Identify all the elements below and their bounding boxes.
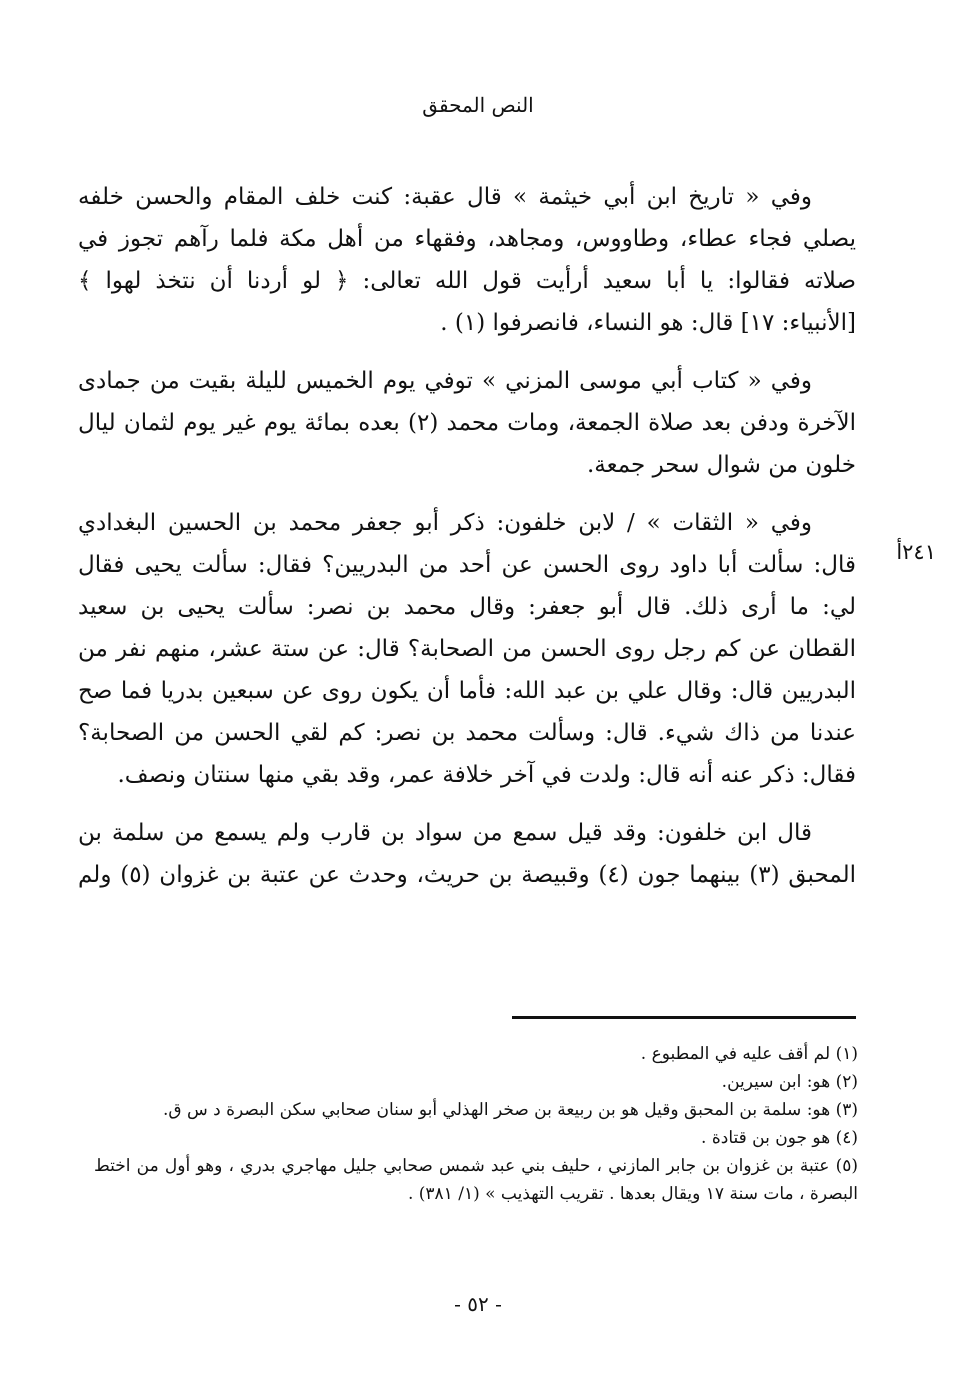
page-number: - ٥٢ - bbox=[454, 1292, 502, 1316]
footnote-3: (٣) هو: سلمة بن المحبق وقيل هو بن ربيعة بن صخر الهذلي أبو سنان صحابي سكن البصرة د س ق. bbox=[163, 1100, 858, 1120]
text-line: لي: ما أرى ذلك. قال أبو جعفر: وقال محمد بن نصر: سألت يحيى بن سعيد bbox=[78, 594, 856, 620]
paragraph-abu-musa-al-muzani bbox=[78, 360, 856, 486]
text-line: فقال: ذكر عنه أنه قال: ولدت في آخر خلافة عمر، وقد بقي منها سنتان ونصف. bbox=[117, 762, 856, 788]
text-line: يصلي فجاء عطاء، وطاووس، ومجاهد، وفقهاء من أهل مكة فلما رآهم تجوز في bbox=[78, 226, 856, 252]
text-line: عندنا من ذاك شيء. قال: وسألت محمد بن نصر: كم لقي الحسن من الصحابة؟ bbox=[78, 720, 856, 746]
text-line: وفي « الثقات » / لابن خلفون: ذكر أبو جعفر محمد بن الحسين البغدادي bbox=[78, 510, 812, 536]
paragraph-al-thiqat bbox=[78, 502, 856, 796]
footnote-4: (٤) هو جون بن قتادة . bbox=[701, 1128, 858, 1148]
text-line: القطان عن كم رجل روى الحسن من الصحابة؟ قال: عن ستة عشر، منهم نفر من bbox=[78, 636, 856, 662]
text-line: قال ابن خلفون: وقد قيل سمع من سواد بن قارب ولم يسمع من سلمة بن bbox=[78, 820, 813, 846]
manuscript-folio-note: ٢٤١أ bbox=[896, 540, 936, 564]
text-line: صلاته فقالوا: يا أبا سعيد أرأيت قول الله تعالى: ﴿ لو أردنا أن نتخذ لهوا ﴾ bbox=[78, 268, 856, 294]
footnote-1: (١) لم أقف عليه في المطبوع . bbox=[640, 1044, 858, 1064]
running-title: النص المحقق bbox=[422, 93, 534, 117]
text-line: خلون من شوال سحر جمعة. bbox=[587, 452, 856, 478]
footnote-2: (٢) هو: ابن سيرين. bbox=[721, 1072, 858, 1092]
text-line: وفي « كتاب أبي موسى المزني » توفي يوم الخميس لليلة بقيت من جمادى bbox=[78, 368, 812, 394]
footnotes bbox=[94, 1040, 858, 1208]
paragraph-ibn-abi-khaythama bbox=[78, 176, 856, 344]
main-text bbox=[78, 176, 856, 896]
footnote-5: (٥) عتبة بن غزوان بن جابر المازني ، حليف بني عبد شمس صحابي جليل مهاجري بدري ، وهو أول من اختط البصرة ، مات سنة ١٧ ويقال بعدها . تقريب التهذيب » (١/ ٣٨١) . bbox=[94, 1156, 858, 1204]
text-line: وفي « تاريخ ابن أبي خيثمة » قال عقبة: كنت خلف المقام والحسن خلفه bbox=[78, 184, 812, 210]
text-line: [الأنبياء: ١٧] قال: هو النساء، فانصرفوا (١) . bbox=[440, 310, 856, 336]
text-line: المحبق (٣) بينهما جون (٤) وقبيصة بن حريث، وحدث عن عتبة بن غزوان (٥) ولم bbox=[78, 862, 856, 888]
text-line: الآخرة ودفن بعد صلاة الجمعة، ومات محمد (٢) بعده بمائة يوم غير يوم لثمان ليال bbox=[78, 410, 856, 436]
footnote-separator bbox=[512, 1016, 856, 1019]
paragraph-spacer bbox=[78, 486, 856, 502]
text-line: قال: سألت أبا داود روى الحسن عن أحد من البدريين؟ فقال: سألت يحيى فقال bbox=[78, 552, 856, 578]
paragraph-spacer bbox=[78, 796, 856, 812]
paragraph-ibn-khalfun bbox=[78, 812, 856, 896]
text-line: البدريين قال: وقال علي بن عبد الله: فأما أن يكون روى عن سبعين بدريا فما صح bbox=[78, 678, 856, 704]
paragraph-spacer bbox=[78, 344, 856, 360]
